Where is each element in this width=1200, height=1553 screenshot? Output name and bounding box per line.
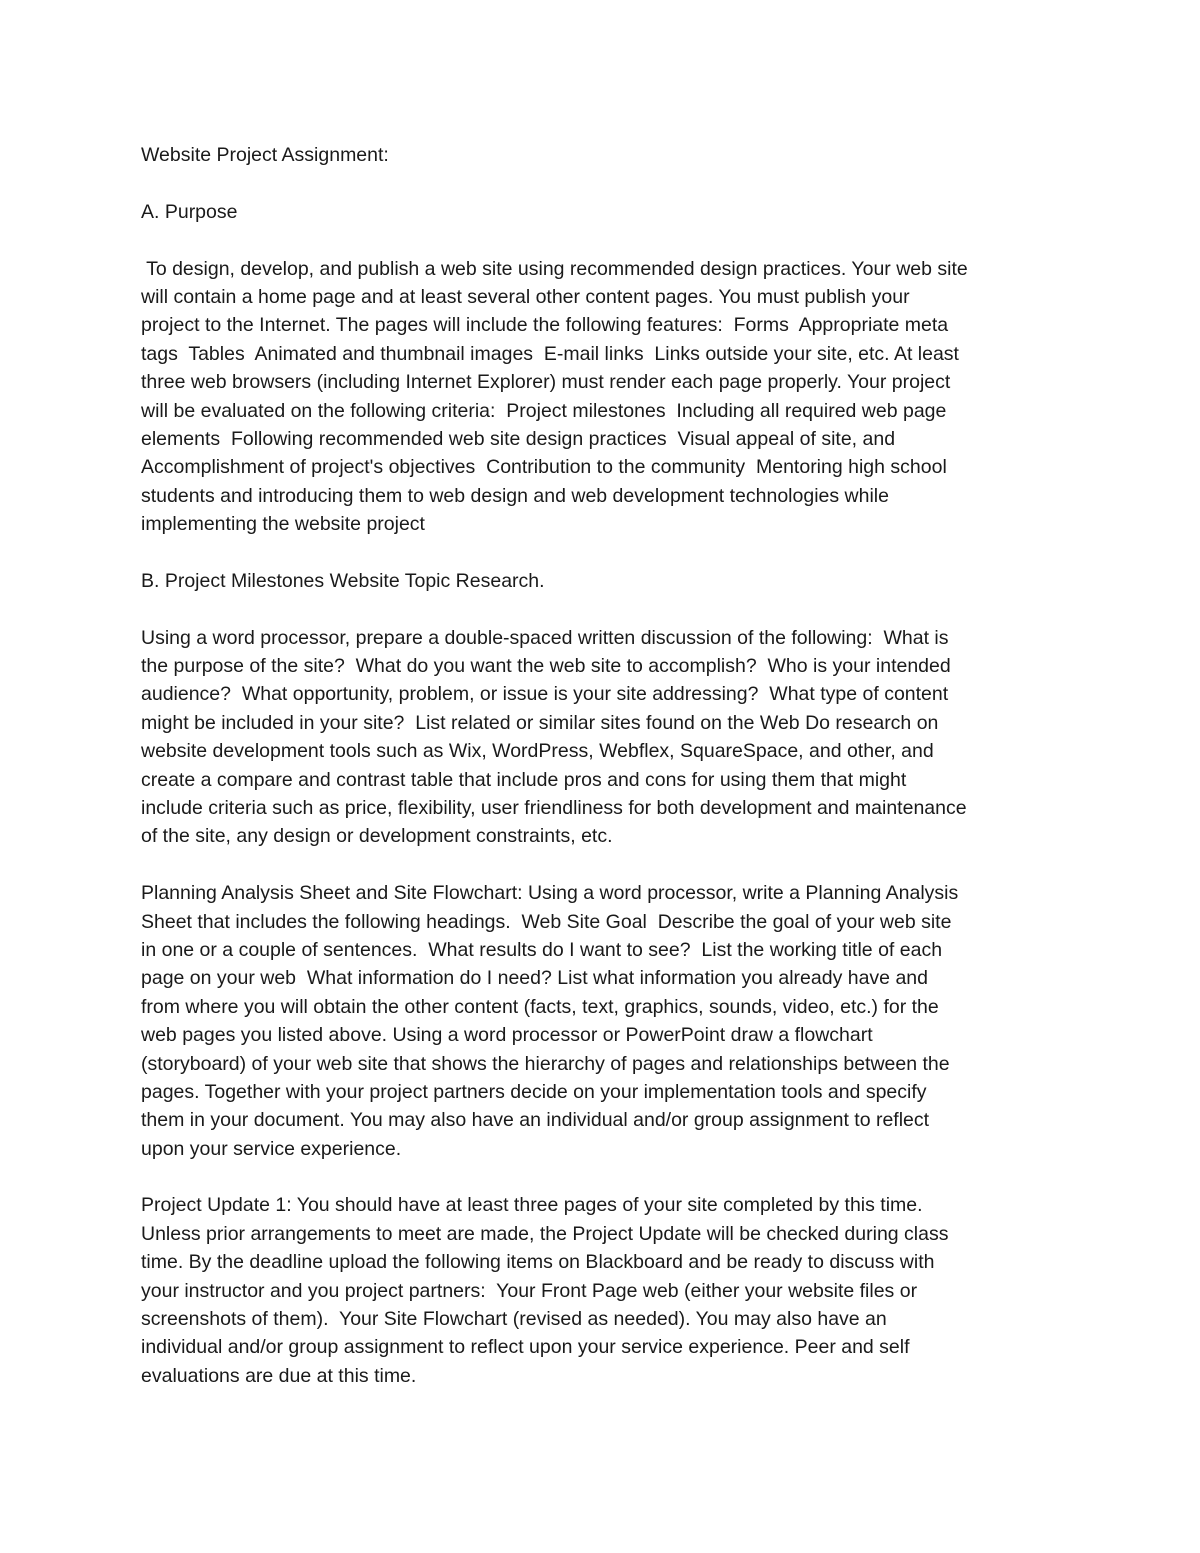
text-line: three web browsers (including Internet Explorer) must render each page properly. Your project: [141, 371, 951, 394]
purpose-paragraph: [141, 255, 1061, 539]
document-title: Website Project Assignment:: [141, 144, 389, 166]
text-line: individual and/or group assignment to reflect upon your service experience. Peer and self: [141, 1336, 910, 1359]
text-line: students and introducing them to web design and web development technologies while: [141, 484, 889, 507]
text-line: pages. Together with your project partners decide on your implementation tools and specify: [141, 1080, 927, 1103]
text-line: screenshots of them). Your Site Flowchart (revised as needed). You may also have an: [141, 1308, 887, 1331]
text-line: elements Following recommended web site design practices Visual appeal of site, and: [141, 427, 896, 450]
paragraph-spacer: [141, 169, 1061, 197]
text-line: include criteria such as price, flexibility, user friendliness for both development and maintenance: [141, 796, 967, 819]
text-line: implementing the website project: [141, 513, 425, 536]
text-line: Unless prior arrangements to meet are made, the Project Update will be checked during class: [141, 1222, 949, 1245]
paragraph-spacer: [141, 226, 1061, 254]
text-line: web pages you listed above. Using a word processor or PowerPoint draw a flowchart: [141, 1024, 873, 1047]
text-line: evaluations are due at this time.: [141, 1364, 417, 1387]
text-line: website development tools such as Wix, WordPress, Webflex, SquareSpace, and other, and: [141, 740, 934, 763]
text-line: them in your document. You may also have an individual and/or group assignment to reflect: [141, 1109, 930, 1132]
text-line: time. By the deadline upload the following items on Blackboard and be ready to discuss with: [141, 1251, 935, 1274]
text-line: Planning Analysis Sheet and Site Flowchart: Using a word processor, write a Planning Analysis: [141, 882, 959, 905]
paragraph-spacer: [141, 538, 1061, 566]
section-a-heading: A. Purpose: [141, 200, 238, 223]
text-line: To design, develop, and publish a web site using recommended design practices. Your web site: [141, 257, 968, 280]
paragraph-spacer: [141, 1163, 1061, 1191]
text-line: tags Tables Animated and thumbnail images E-mail links Links outside your site, etc. At least: [141, 342, 959, 365]
text-line: audience? What opportunity, problem, or issue is your site addressing? What type of content: [141, 683, 949, 706]
paragraph-spacer: [141, 851, 1061, 879]
text-line: Accomplishment of project's objectives Contribution to the community Mentoring high school: [141, 456, 947, 479]
text-line: your instructor and you project partners: Your Front Page web (either your website files or: [141, 1279, 918, 1302]
text-line: Using a word processor, prepare a double-spaced written discussion of the following: What is: [141, 626, 949, 649]
paragraph-spacer: [141, 595, 1061, 623]
research-paragraph: [141, 624, 1061, 851]
text-line: create a compare and contrast table that include pros and cons for using them that might: [141, 768, 907, 791]
text-line: page on your web What information do I need? List what information you already have and: [141, 967, 928, 990]
text-line: (storyboard) of your web site that shows the hierarchy of pages and relationships between the: [141, 1052, 950, 1075]
text-line: might be included in your site? List related or similar sites found on the Web Do research on: [141, 711, 939, 734]
text-line: Sheet that includes the following headings. Web Site Goal Describe the goal of your web site: [141, 910, 952, 933]
text-line: in one or a couple of sentences. What results do I want to see? List the working title of each: [141, 938, 943, 961]
planning-paragraph: [141, 879, 1061, 1163]
section-b-heading: B. Project Milestones Website Topic Research.: [141, 569, 545, 592]
text-line: the purpose of the site? What do you want the web site to accomplish? Who is your intended: [141, 655, 951, 678]
text-line: project to the Internet. The pages will include the following features: Forms Appropriate meta: [141, 314, 949, 337]
document-body: [141, 141, 1061, 1390]
text-line: Project Update 1: You should have at least three pages of your site completed by this time.: [141, 1194, 923, 1217]
text-line: of the site, any design or development constraints, etc.: [141, 825, 613, 848]
project-update-paragraph: [141, 1191, 1061, 1390]
text-line: will contain a home page and at least several other content pages. You must publish your: [141, 285, 910, 308]
text-line: will be evaluated on the following criteria: Project milestones Including all required web page: [141, 399, 947, 422]
text-line: from where you will obtain the other content (facts, text, graphics, sounds, video, etc.) for the: [141, 995, 939, 1018]
text-line: upon your service experience.: [141, 1137, 402, 1160]
